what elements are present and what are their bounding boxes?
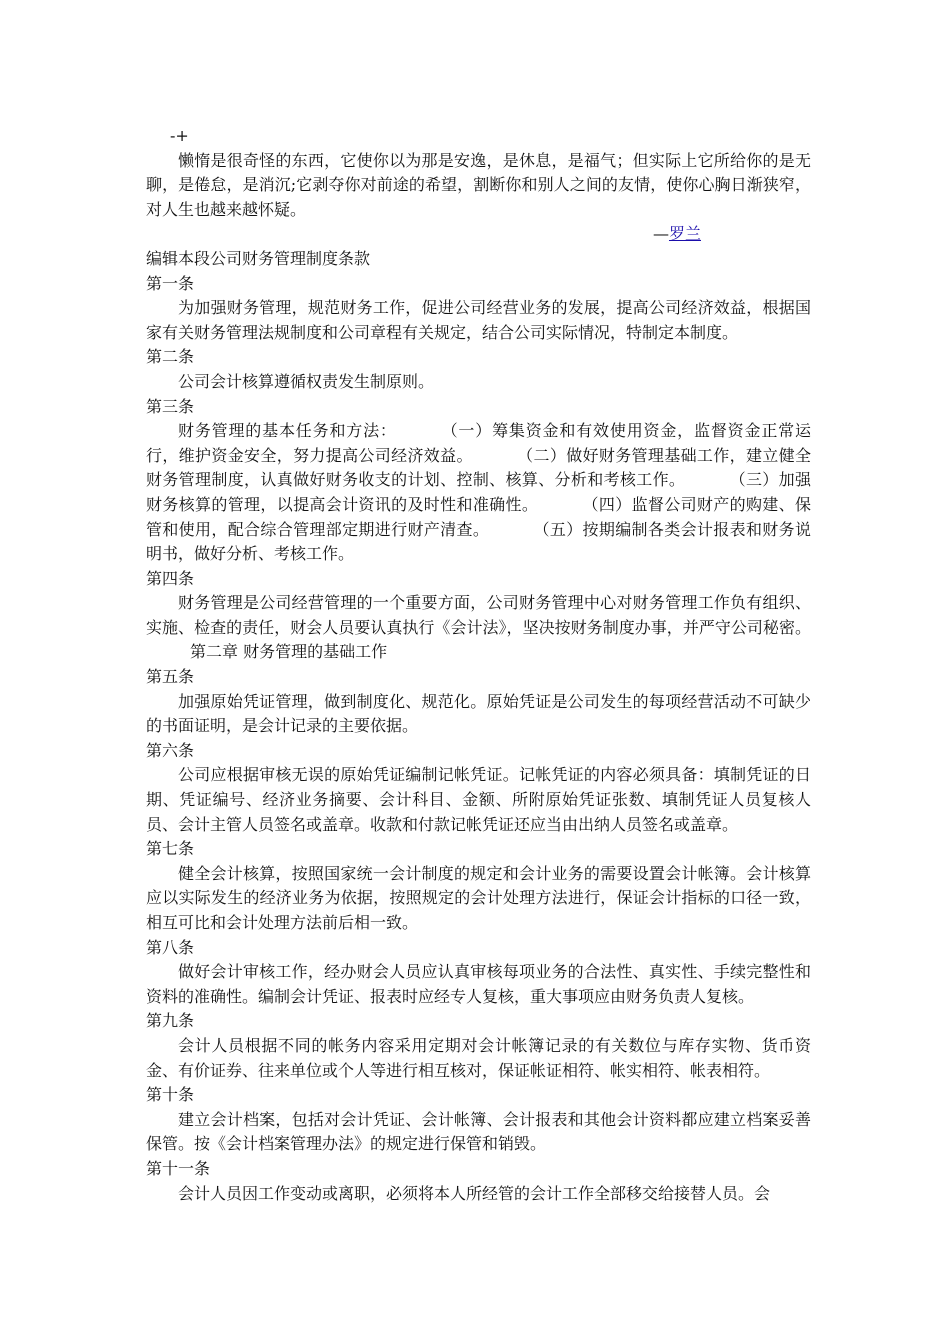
article-title: 第八条 xyxy=(146,937,195,957)
article-body: 公司会计核算遵循权责发生制原则。 xyxy=(178,371,435,391)
article-part: （五）按期编制各类会计报表和财务说明书，做好分析、考核工作。 xyxy=(146,519,811,564)
article-part: （二）做好财务管理基础工作，建立健全财务管理制度，认真做好财务收支的计划、控制、核算、分析和考核工作。 xyxy=(146,445,811,490)
article-body xyxy=(146,591,811,665)
chapter-heading: 第二章 财务管理的基础工作 xyxy=(190,642,388,662)
article-title: 第三条 xyxy=(146,396,195,416)
article-title: 第七条 xyxy=(146,839,195,859)
article-body: 健全会计核算，按照国家统一会计制度的规定和会计业务的需要设置会计帐簿。会计核算应以实际发生的经济业务为依据，按照规定的会计处理方法进行，保证会计指标的口径一致，相互可比和会计处理方法前后相一致。 xyxy=(146,863,811,932)
article-body: 做好会计审核工作，经办财会人员应认真审核每项业务的合法性、真实性、手续完整性和资料的准确性。编制会计凭证、报表时应经专人复核，重大事项应由财务负责人复核。 xyxy=(146,962,811,1006)
article-title: 第五条 xyxy=(146,667,195,687)
article-title: 第九条 xyxy=(146,1011,195,1031)
document-page xyxy=(146,124,811,1206)
article-body: 建立会计档案，包括对会计凭证、会计帐簿、会计报表和其他会计资料都应建立档案妥善保管。按《会计档案管理办法》的规定进行保管和销毁。 xyxy=(146,1109,811,1154)
section-title: 编辑本段公司财务管理制度条款 xyxy=(146,248,371,268)
article-text: 财务管理是公司经营管理的一个重要方面，公司财务管理中心对财务管理工作负有组织、实施、检查的责任，财会人员要认真执行《会计法》，坚决按财务制度办事，并严守公司秘密。 xyxy=(146,593,811,637)
article-part: （四）监督公司财产的购建、保管和使用，配合综合管理部定期进行财产清查。 xyxy=(146,494,811,539)
page-marker: -+ xyxy=(170,126,189,145)
article-body: 公司应根据审核无误的原始凭证编制记帐凭证。记帐凭证的内容必须具备：填制凭证的日期、凭证编号、经济业务摘要、会计科目、金额、所附原始凭证张数、填制凭证人员复核人员、会计主管人员签名或盖章。收款和付款记帐凭证还应当由出纳人员签名或盖章。 xyxy=(146,765,811,834)
article-title: 第十条 xyxy=(146,1085,195,1105)
article-title: 第十一条 xyxy=(146,1158,211,1178)
article-body: 加强原始凭证管理，做到制度化、规范化。原始凭证是公司发生的每项经营活动不可缺少的书面证明，是会计记录的主要依据。 xyxy=(146,691,811,736)
article-title: 第一条 xyxy=(146,273,195,293)
quote-dash: — xyxy=(652,224,669,244)
article-part: （一）筹集资金和有效使用资金，监督资金正常运行，维护资金安全，努力提高公司经济效益。 xyxy=(146,421,811,465)
article-title: 第二条 xyxy=(146,347,195,367)
article-body xyxy=(146,419,811,567)
article-body: 会计人员根据不同的帐务内容采用定期对会计帐簿记录的有关数位与库存实物、货币资金、有价证券、往来单位或个人等进行相互核对，保证帐证相符、帐实相符、帐表相符。 xyxy=(146,1035,811,1080)
article-body: 会计人员因工作变动或离职，必须将本人所经管的会计工作全部移交给接替人员。会 xyxy=(178,1183,771,1203)
article-title: 第六条 xyxy=(146,740,195,760)
article-part: 财务管理的基本任务和方法： xyxy=(178,421,397,441)
author-link[interactable]: 罗兰 xyxy=(668,224,701,244)
quote-text: 懒惰是很奇怪的东西，它使你以为那是安逸，是休息，是福气；但实际上它所给你的是无聊，是倦怠，是消沉;它剥夺你对前途的希望，割断你和别人之间的友情，使你心胸日渐狭窄，对人生也越来越怀疑。 xyxy=(146,150,811,219)
article-part: （三）加强财务核算的管理，以提高会计资讯的及时性和准确性。 xyxy=(146,470,811,514)
article-title: 第四条 xyxy=(146,568,195,588)
quote-attribution xyxy=(146,222,811,247)
article-body: 为加强财务管理，规范财务工作，促进公司经营业务的发展，提高公司经济效益，根据国家有关财务管理法规制度和公司章程有关规定，结合公司实际情况，特制定本制度。 xyxy=(146,298,811,342)
